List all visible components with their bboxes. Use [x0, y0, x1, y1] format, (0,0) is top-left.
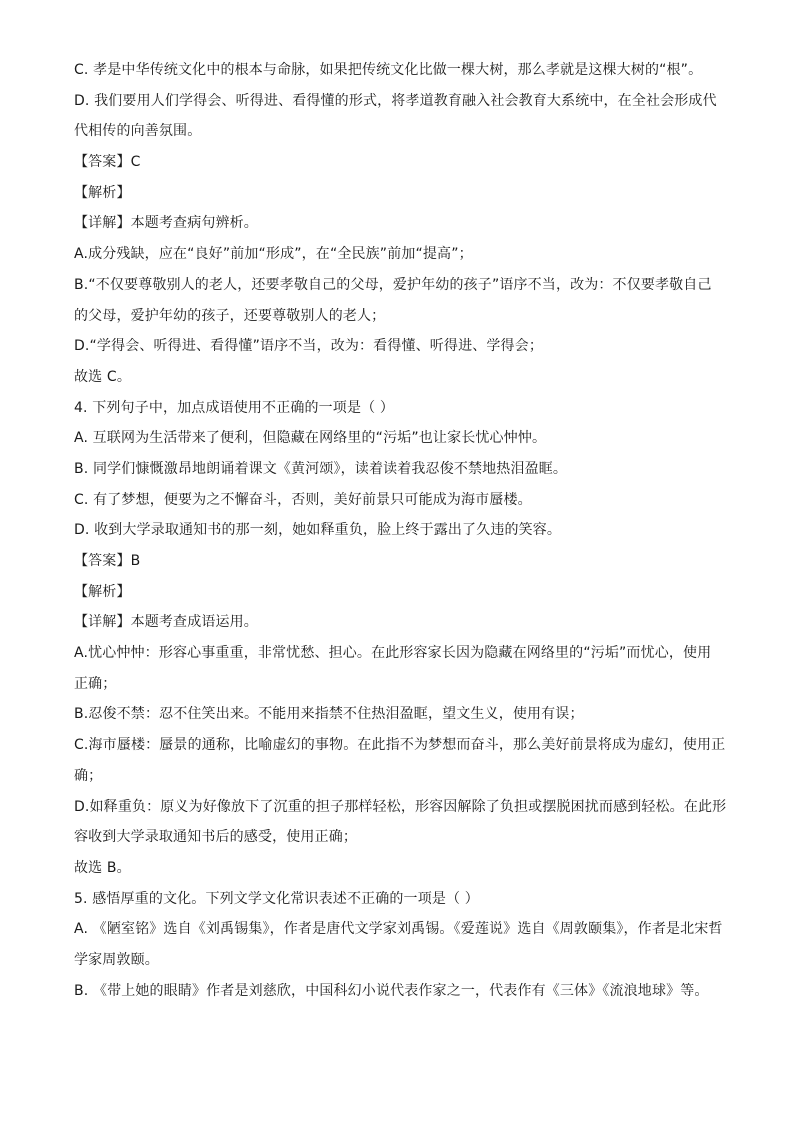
explanation-c-continued: 确； — [74, 767, 103, 784]
explanation-b: B.忍俊不禁：忍不住笑出来。不能用来指禁不住热泪盈眶，望文生义，使用有误； — [74, 706, 584, 723]
question-4-stem: 4. 下列句子中，加点成语使用不正确的一项是（ ） — [74, 399, 395, 416]
question-5-option-b: B. 《带上她的眼睛》作者是刘慈欣，中国科幻小说代表作家之一，代表作有《三体》《流浪地球》等。 — [74, 982, 709, 999]
option-d-text-continued: 代相传的向善氛围。 — [74, 123, 202, 140]
explanation-b: B.“不仅要尊敬别人的老人，还要孝敬自己的父母，爱护年幼的孩子”语序不当，改为：不仅要孝敬自己 — [74, 276, 712, 293]
choice-conclusion: 故选 C。 — [74, 368, 131, 385]
document-page — [74, 60, 727, 1011]
question-4-option-b: B. 同学们慷慨激昂地朗诵着课文《黄河颂》，读着读着我忍俊不禁地热泪盈眶。 — [74, 460, 568, 477]
answer-label: 【答案】B — [74, 553, 141, 569]
question-5-stem: 5. 感悟厚重的文化。下列文学文化常识表述不正确的一项是（ ） — [74, 890, 479, 907]
explanation-a: A.成分残缺，应在“良好”前加“形成”，在“全民族”前加“提高”； — [74, 246, 473, 263]
question-5-option-a: A. 《陋室铭》选自《刘禹锡集》，作者是唐代文学家刘禹锡。《爱莲说》选自《周敦颐集》，作者是北宋哲 — [74, 921, 723, 938]
explanation-a: A.忧心忡忡：形容心事重重，非常忧愁、担心。在此形容家长因为隐藏在网络里的“污垢”而忧心，使用 — [74, 645, 712, 662]
analysis-label: 【解析】 — [74, 583, 131, 600]
detail-heading: 【详解】本题考查成语运用。 — [74, 614, 258, 631]
explanation-d-continued: 容收到大学录取通知书后的感受，使用正确； — [74, 829, 357, 846]
detail-heading: 【详解】本题考查病句辨析。 — [74, 215, 258, 232]
answer-label: 【答案】C — [74, 154, 141, 171]
analysis-label: 【解析】 — [74, 184, 131, 201]
explanation-a-continued: 正确； — [74, 675, 117, 692]
question-4-option-c: C. 有了梦想，便要为之不懈奋斗，否则，美好前景只可能成为海市蜃楼。 — [74, 491, 532, 508]
option-d-text: D. 我们要用人们学得会、听得进、看得懂的形式，将孝道教育融入社会教育大系统中，在全社会形成代 — [74, 92, 717, 109]
explanation-b-continued: 的父母，爱护年幼的孩子，还要尊敬别人的老人； — [74, 307, 386, 324]
question-4-option-d: D. 收到大学录取通知书的那一刻，她如释重负，脸上终于露出了久违的笑容。 — [74, 522, 562, 539]
option-c-text: C. 孝是中华传统文化中的根本与命脉，如果把传统文化比做一棵大树，那么孝就是这棵大树的“根”。 — [74, 62, 703, 78]
explanation-d: D.如释重负：原义为好像放下了沉重的担子那样轻松，形容因解除了负担或摆脱困扰而感到轻松。在此形 — [74, 798, 727, 815]
explanation-c: C.海市蜃楼：蜃景的通称，比喻虚幻的事物。在此指不为梦想而奋斗，那么美好前景将成为虚幻，使用正 — [74, 737, 726, 754]
question-5-option-a-continued: 学家周敦颐。 — [74, 951, 159, 968]
question-4-option-a: A. 互联网为生活带来了便利，但隐藏在网络里的“污垢”也让家长忧心忡忡。 — [74, 430, 547, 447]
choice-conclusion: 故选 B。 — [74, 859, 131, 876]
explanation-d: D.“学得会、听得进、看得懂”语序不当，改为：看得懂、听得进、学得会； — [74, 338, 543, 355]
